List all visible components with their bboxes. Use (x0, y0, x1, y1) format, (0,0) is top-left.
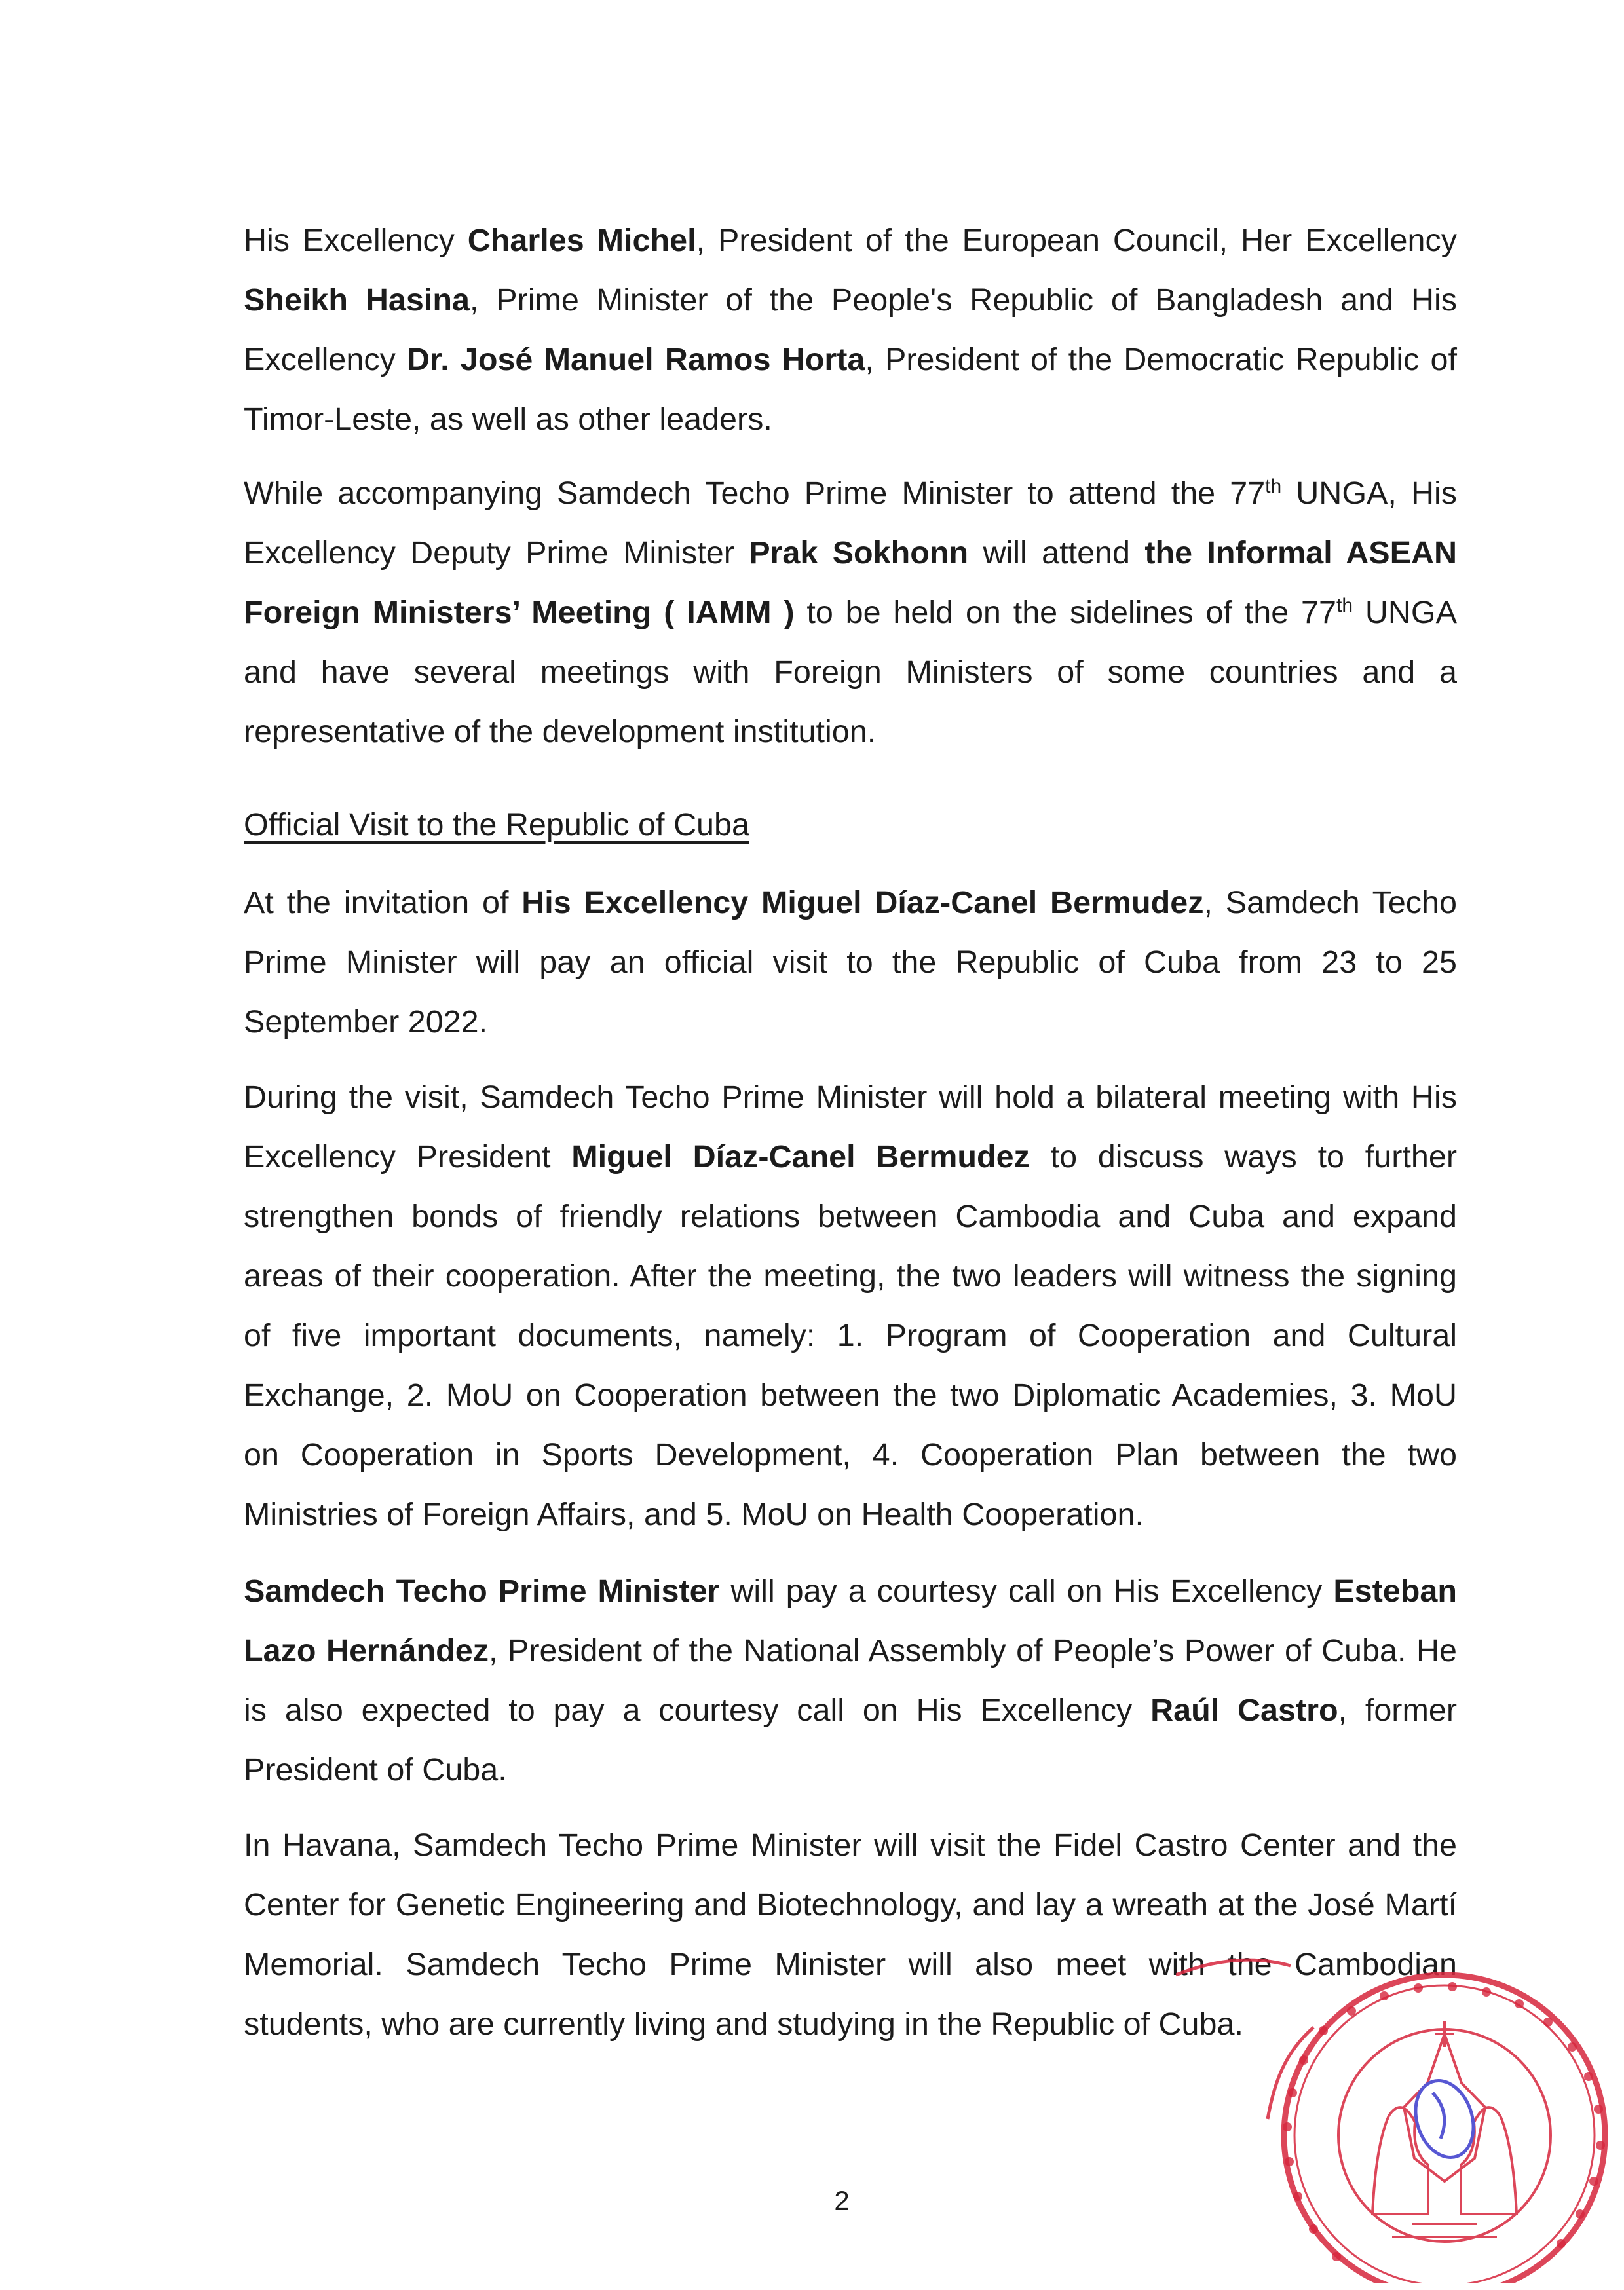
name-samdech-techo: Samdech Techo Prime Minister (244, 1573, 720, 1609)
name-lazo-hernandez: Esteban Lazo Hernández (244, 1573, 1457, 1668)
name-sheikh-hasina: Sheikh Hasina (244, 282, 470, 318)
paragraph-unga-iamm: While accompanying Samdech Techo Prime Minister to attend the 77th UNGA, His Excellency Deputy Prime Minister Prak Sokhonn will attend the Informal ASEAN Foreign Ministers’ Meeting ( IAMM ) to be held on the sidelines of the 77th UNGA and have several meetings with Foreign Ministers of some countries and a representative of the development institution. (244, 475, 1458, 749)
page-number: 2 (834, 2185, 850, 2216)
name-prak-sokhonn: Prak Sokhonn (749, 535, 969, 571)
paragraph-bilateral-meeting: During the visit, Samdech Techo Prime Minister will hold a bilateral meeting with His Excellency President Miguel Díaz-Canel Bermudez to discuss ways to further strengthen bonds of friendly relations between Cambodia and Cuba and expand areas of their cooperation. After the meeting, the two leaders will witness the signing of five important documents, namely: 1. Program of Cooperation and Cultural Exchange, 2. MoU on Cooperation between the two Diplomatic Academies, 3. MoU on Cooperation in Sports Development, 4. Cooperation Plan between the two Ministries of Foreign Affairs, and 5. MoU on Health Cooperation. (244, 1079, 1457, 1532)
official-seal-stamp (1176, 1955, 1608, 2283)
section-heading-cuba: Official Visit to the Republic of Cuba (244, 807, 749, 842)
name-ramos-horta: Dr. José Manuel Ramos Horta (407, 342, 865, 377)
name-diaz-canel: His Excellency Miguel Díaz-Canel Bermudez (521, 885, 1204, 920)
paragraph-leaders: His Excellency Charles Michel, President of the European Council, Her Excellency Sheikh Hasina, Prime Minister of the People's Republic of Bangladesh and His Excellency Dr. José Manuel Ramos Horta, President of the Democratic Republic of Timor-Leste, as well as other leaders. (244, 223, 1458, 437)
meeting-name-iamm: the Informal ASEAN Foreign Ministers’ Meeting ( IAMM ) (244, 535, 1458, 630)
paragraph-havana: In Havana, Samdech Techo Prime Minister will visit the Fidel Castro Center and the Center for Genetic Engineering and Biotechnology, and lay a wreath at the José Martí Memorial. Samdech Techo Prime Minister will also meet with the Cambodian students, who are currently living and studying in the Republic of Cuba. (244, 1828, 1457, 2042)
name-raul-castro: Raúl Castro (1150, 1693, 1338, 1728)
paragraph-invitation: At the invitation of His Excellency Miguel Díaz-Canel Bermudez, Samdech Techo Prime Minister will pay an official visit to the Republic of Cuba from 23 to 25 September 2022. (244, 885, 1457, 1040)
name-charles-michel: Charles Michel (467, 223, 696, 258)
name-diaz-canel-2: Miguel Díaz-Canel Bermudez (571, 1139, 1030, 1174)
paragraph-courtesy-calls: Samdech Techo Prime Minister will pay a courtesy call on His Excellency Esteban Lazo Hernández, President of the National Assembly of People’s Power of Cuba. He is also expected to pay a courtesy call on His Excellency Raúl Castro, former President of Cuba. (244, 1573, 1457, 1788)
